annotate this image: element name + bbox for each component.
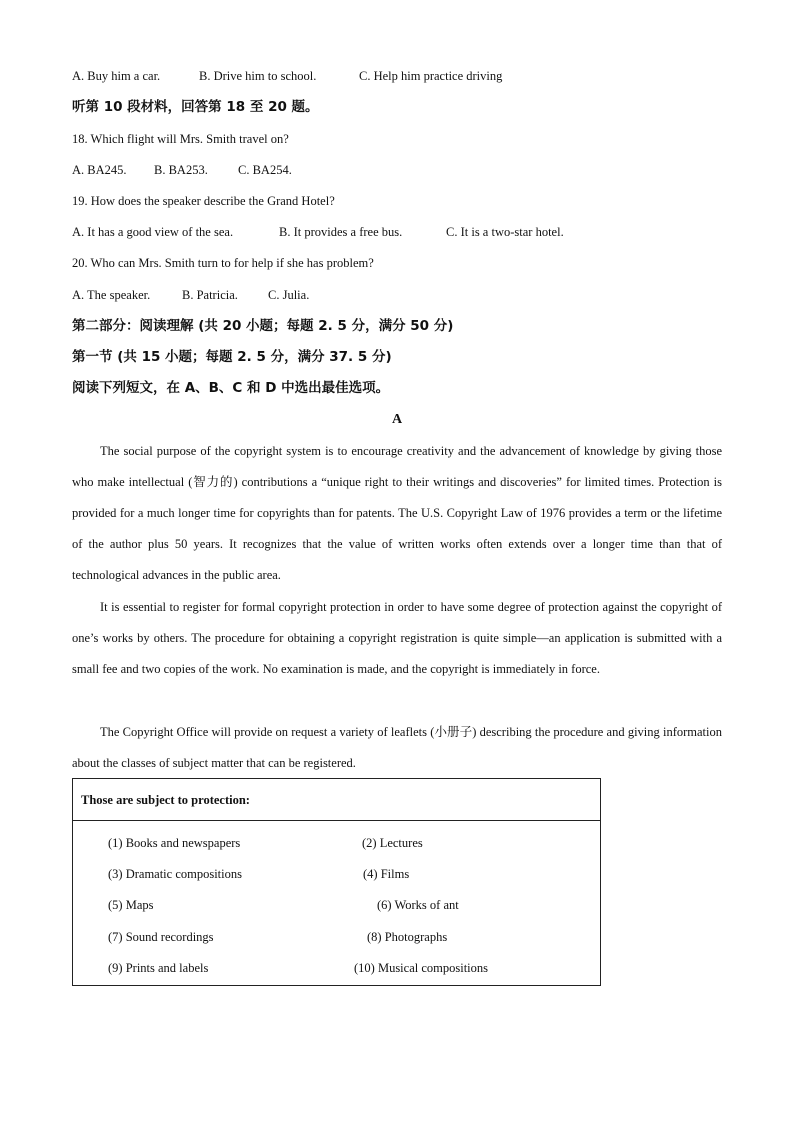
section1-title: 第一节 (共 15 小题；每题 2. 5 分，满分 37. 5 分) (72, 349, 392, 365)
table-item: (10) Musical compositions (354, 961, 489, 975)
passage-paragraph-2 (72, 592, 722, 685)
q18-options-row (72, 162, 292, 178)
table-item: (3) Dramatic compositions (108, 867, 242, 881)
q17-option-a: A. Buy him a car. (72, 69, 161, 83)
paragraph-3-text: The Copyright Office will provide on request a variety of leaflets (小册子) describing the procedure and giving information about the classes of subject matter that can be registered. (72, 725, 722, 770)
q19-option-a: A. It has a good view of the sea. (72, 225, 234, 239)
q17-option-c: C. Help him practice driving (359, 69, 503, 83)
q20-options-row (72, 287, 309, 303)
protection-table-header: Those are subject to protection: (73, 779, 600, 821)
q17-option-b: B. Drive him to school. (199, 69, 317, 83)
q18-option-a: A. BA245. (72, 163, 127, 177)
reading-instructions: 阅读下列短文，在 A、B、C 和 D 中选出最佳选项。 (72, 380, 390, 396)
q19-option-c: C. It is a two-star hotel. (446, 225, 564, 239)
table-item: (1) Books and newspapers (108, 836, 241, 850)
table-item: (6) Works of ant (377, 898, 459, 912)
table-item: (9) Prints and labels (108, 961, 209, 975)
section-header-10: 听第 10 段材料，回答第 18 至 20 题。 (72, 99, 319, 115)
table-item: (7) Sound recordings (108, 930, 214, 944)
paragraph-2-text: It is essential to register for formal copyright protection in order to have some degree of protection against the copyright of one’s works by others. The procedure for obtaining a copyright registration is quite simple—an application is submitted with a small fee and two copies of the work. No examination is made, and the copyright is immediately in force. (72, 600, 722, 676)
q20-question: 20. Who can Mrs. Smith turn to for help if she has problem? (72, 256, 374, 270)
table-item: (4) Films (363, 867, 410, 881)
paragraph-1-text: The social purpose of the copyright system is to encourage creativity and the advancement of knowledge by giving those who make intellectual (智力的) contributions a “unique right to their writings and discoveries” for limited times. Protection is provided for a much longer time for copyrights than for patents. The U.S. Copyright Law of 1976 provides a term or the lifetime of the author plus 50 years. It recognizes that the value of written works often extends over a longer time than that of technological advances in the public area. (72, 444, 722, 582)
q19-options-row (72, 224, 564, 240)
q19-question: 19. How does the speaker describe the Grand Hotel? (72, 194, 335, 208)
table-item: (2) Lectures (362, 836, 423, 850)
q18-option-c: C. BA254. (238, 163, 292, 177)
q18-question: 18. Which flight will Mrs. Smith travel on? (72, 132, 289, 146)
protection-table-body (73, 821, 600, 985)
part2-title: 第二部分：阅读理解 (共 20 小题；每题 2. 5 分，满分 50 分) (72, 318, 454, 334)
q17-options-row (72, 68, 502, 84)
passage-label: A (391, 412, 403, 427)
protection-table (72, 778, 601, 986)
passage-paragraph-1 (72, 436, 722, 591)
q20-option-c: C. Julia. (268, 288, 310, 302)
q20-option-a: A. The speaker. (72, 288, 151, 302)
table-item: (5) Maps (108, 898, 154, 912)
table-item: (8) Photographs (367, 930, 448, 944)
q19-option-b: B. It provides a free bus. (279, 225, 403, 239)
passage-paragraph-3 (72, 717, 722, 779)
q18-option-b: B. BA253. (154, 163, 208, 177)
q20-option-b: B. Patricia. (182, 288, 238, 302)
